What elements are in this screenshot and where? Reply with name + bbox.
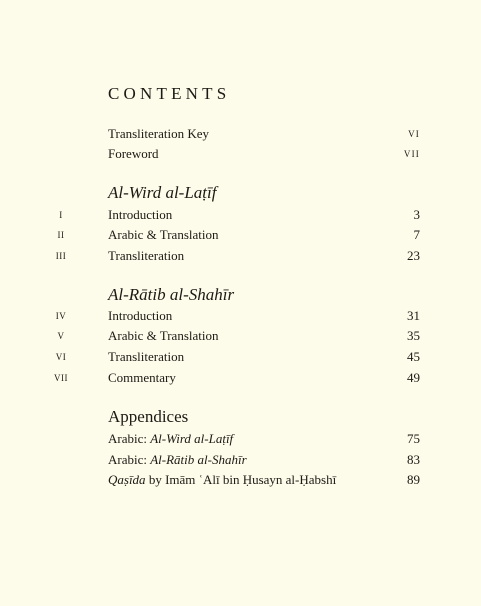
toc-entry-label: Arabic & Translation [108, 227, 219, 242]
chapter-number: VI [55, 352, 67, 362]
toc-entry-label [108, 429, 233, 449]
toc-entry-page: VII [403, 149, 420, 159]
chapter-number: IV [55, 311, 67, 321]
toc-entry-page: 75 [407, 431, 420, 446]
page-title: CONTENTS [108, 84, 231, 103]
toc-entry-page: 45 [407, 349, 420, 364]
toc-entry[interactable] [0, 246, 481, 266]
toc-entry-page: 23 [407, 248, 420, 263]
toc-entry[interactable] [0, 205, 481, 225]
toc-entry-page: 49 [407, 370, 420, 385]
toc-entry[interactable] [0, 306, 481, 326]
toc-entry-page: 89 [407, 472, 420, 487]
toc-entry-label: Commentary [108, 370, 176, 385]
toc-entry[interactable] [0, 326, 481, 346]
label-italic: Qaṣīda [108, 472, 146, 487]
chapter-number: VII [54, 373, 68, 383]
toc-entry-label [108, 470, 336, 490]
toc-entry-page: 35 [407, 328, 420, 343]
label-italic: Al-Rātib al-Shahīr [150, 452, 247, 467]
section-heading-ratib: Al-Rātib al-Shahīr [108, 285, 235, 304]
toc-entry-label: Foreword [108, 146, 159, 161]
label-prefix: Arabic: [108, 452, 151, 467]
toc-entry-label: Introduction [108, 308, 173, 323]
toc-entry-label [108, 450, 247, 470]
toc-entry-appendix[interactable] [0, 450, 481, 470]
toc-entry-transliteration-key[interactable] [0, 124, 481, 144]
toc-entry-label: Introduction [108, 207, 173, 222]
toc-entry-page: 31 [407, 308, 420, 323]
toc-entry[interactable] [0, 347, 481, 367]
section-heading-wird: Al-Wird al-Laṭīf [108, 183, 217, 202]
chapter-number: III [55, 251, 67, 261]
label-prefix: Arabic: [108, 431, 151, 446]
toc-entry-appendix[interactable] [0, 429, 481, 449]
chapter-number: II [57, 230, 65, 240]
toc-entry-page: 7 [413, 227, 420, 242]
label-suffix: by Imām ʿAlī bin Ḥusayn al-Ḥabshī [145, 472, 337, 487]
chapter-number: I [59, 210, 63, 220]
label-italic: Al-Wird al-Laṭīf [150, 431, 234, 446]
toc-entry-label: Transliteration [108, 248, 185, 263]
toc-entry-label: Transliteration [108, 349, 185, 364]
chapter-number: V [57, 331, 65, 341]
toc-entry-appendix[interactable] [0, 470, 481, 490]
toc-entry[interactable] [0, 225, 481, 245]
toc-entry-foreword[interactable] [0, 144, 481, 164]
toc-entry-page: VI [408, 129, 420, 139]
toc-entry-page: 3 [413, 207, 420, 222]
toc-entry[interactable] [0, 368, 481, 388]
section-heading-appendices: Appendices [108, 407, 189, 426]
toc-entry-label: Transliteration Key [108, 126, 209, 141]
toc-entry-page: 83 [407, 452, 420, 467]
toc-entry-label: Arabic & Translation [108, 328, 219, 343]
